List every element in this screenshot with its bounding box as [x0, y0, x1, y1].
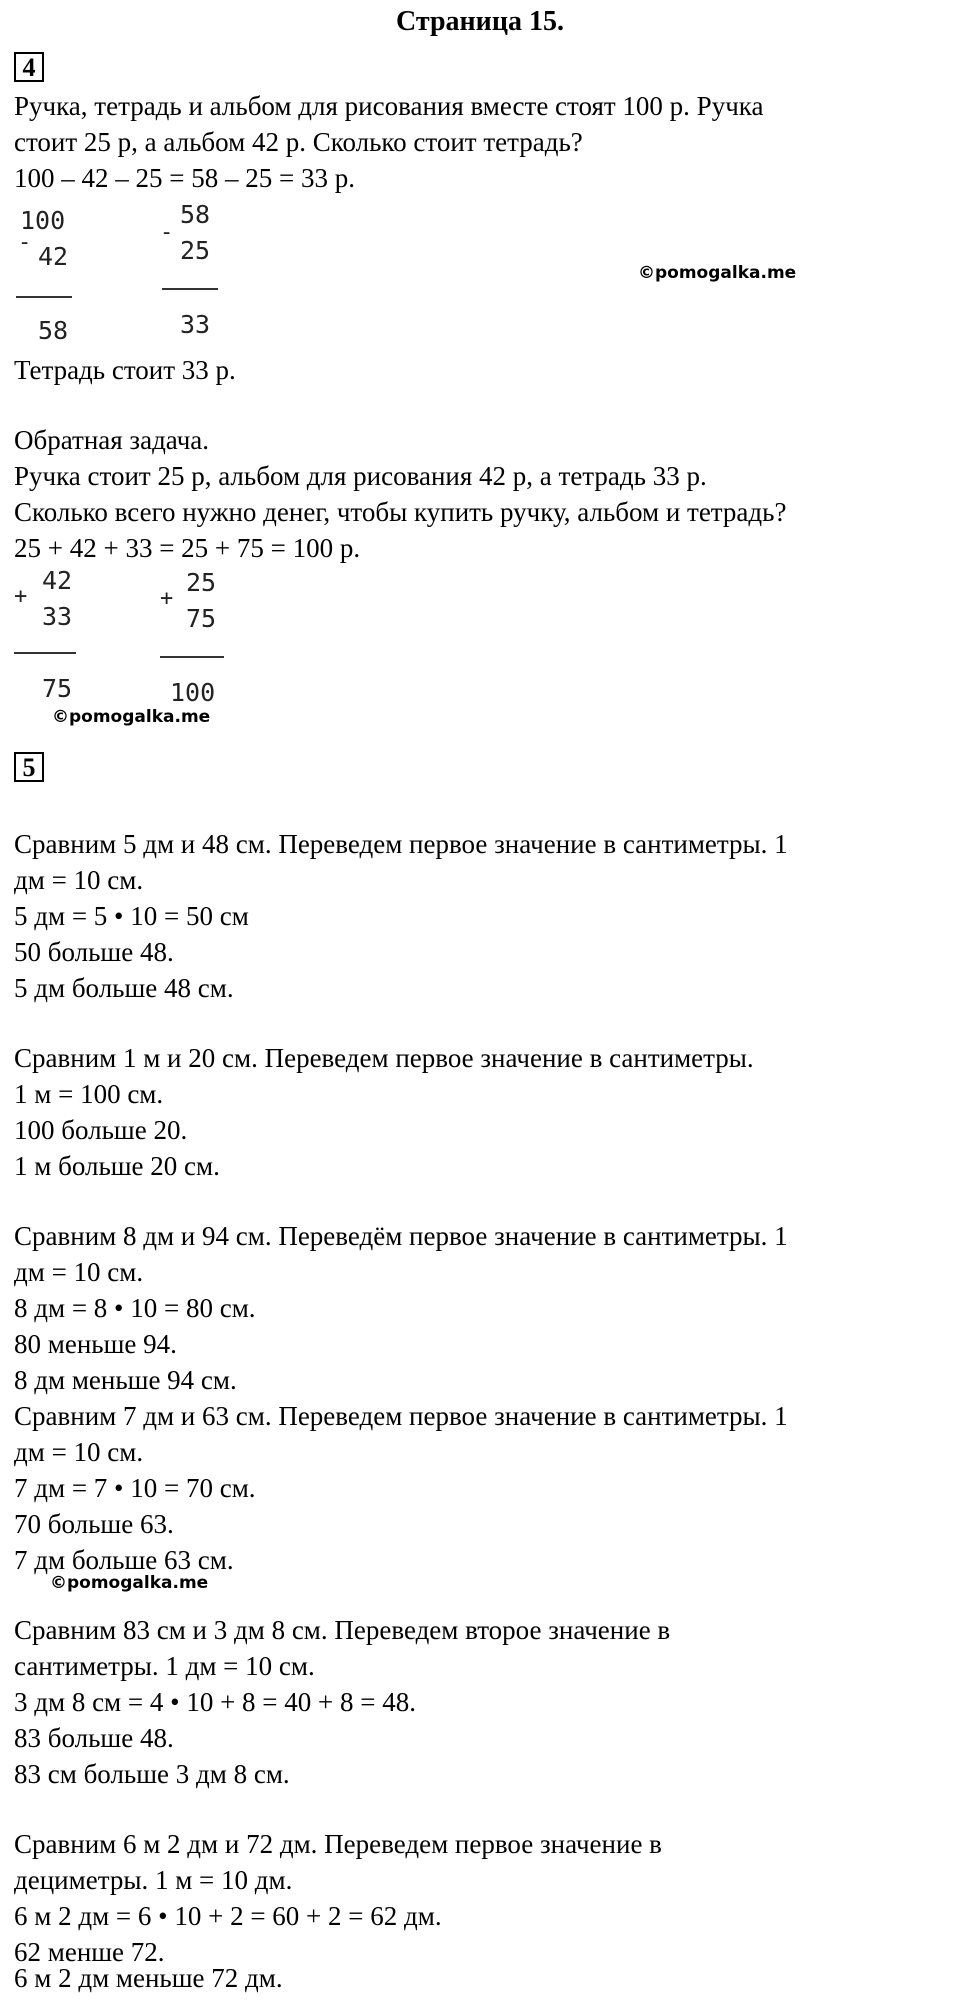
inverse-problem-title: Обратная задача. [14, 425, 210, 455]
task-5-line: 100 больше 20. [14, 1115, 188, 1145]
task-5-line: 1 м = 100 см. [14, 1079, 164, 1109]
column-1-operator: - [18, 230, 32, 255]
column-3-bottom: 33 [42, 602, 73, 631]
task-4-problem-line-1: Ручка, тетрадь и альбом для рисования вместе стоят 100 р. Ручка [14, 91, 764, 121]
task-5-line: Сравним 1 м и 20 см. Переведем первое значение в сантиметры. [14, 1043, 754, 1073]
column-1-top: 100 [20, 206, 66, 235]
task-5-number: 5 [14, 752, 44, 782]
watermark-3: ©pomogalka.me [50, 1573, 209, 1593]
column-1-result: 58 [38, 316, 69, 345]
column-2-result: 33 [180, 310, 211, 339]
task-5-line: 62 менше 72. [14, 1937, 165, 1967]
task-5-line: 8 дм = 8 • 10 = 80 см. [14, 1293, 256, 1323]
task-5-line: Сравним 5 дм и 48 см. Переведем первое значение в сантиметры. 1 [14, 829, 788, 859]
task-5-line: 70 больше 63. [14, 1509, 174, 1539]
column-4-top: 25 [186, 568, 217, 597]
column-4-operator: + [160, 586, 174, 611]
task-5-line: Сравним 8 дм и 94 см. Переведём первое значение в сантиметры. 1 [14, 1221, 788, 1251]
column-2-operator: - [160, 220, 174, 245]
watermark-2: ©pomogalka.me [52, 707, 211, 727]
column-2-bottom: 25 [180, 236, 211, 265]
task-5-line: 7 дм = 7 • 10 = 70 см. [14, 1473, 256, 1503]
inverse-expression: 25 + 42 + 33 = 25 + 75 = 100 р. [14, 533, 361, 563]
task-5-line: дм = 10 см. [14, 1437, 144, 1467]
watermark-1: ©pomogalka.me [638, 263, 797, 283]
task-5-line: 50 больше 48. [14, 937, 174, 967]
column-4-line [160, 656, 224, 658]
task-4-problem-line-2: стоит 25 р, а альбом 42 р. Сколько стоит тетрадь? [14, 127, 583, 157]
task-5-line: 3 дм 8 см = 4 • 10 + 8 = 40 + 8 = 48. [14, 1687, 416, 1717]
task-5-line: Сравним 7 дм и 63 см. Переведем первое значение в сантиметры. 1 [14, 1401, 788, 1431]
task-5-line: 6 м 2 дм = 6 • 10 + 2 = 60 + 2 = 62 дм. [14, 1901, 442, 1931]
page-title: Страница 15. [396, 6, 564, 37]
column-2-line [162, 288, 218, 290]
task-5-line: дециметры. 1 м = 10 дм. [14, 1865, 293, 1895]
task-5-line: 8 дм меньше 94 см. [14, 1365, 237, 1395]
column-1-line [16, 296, 72, 298]
column-3-top: 42 [42, 566, 73, 595]
task-5-line: дм = 10 см. [14, 865, 144, 895]
inverse-problem-line-2: Сколько всего нужно денег, чтобы купить ручку, альбом и тетрадь? [14, 497, 787, 527]
task-4-expression: 100 – 42 – 25 = 58 – 25 = 33 р. [14, 163, 355, 193]
column-1-bottom: 42 [38, 242, 69, 271]
column-4-result: 100 [170, 678, 216, 707]
column-3-operator: + [14, 584, 28, 609]
task-5-line: 1 м больше 20 см. [14, 1151, 220, 1181]
task-5-line: Сравним 6 м 2 дм и 72 дм. Переведем первое значение в [14, 1829, 662, 1859]
column-3-line [14, 652, 76, 654]
column-2-top: 58 [180, 200, 211, 229]
task-5-line: дм = 10 см. [14, 1257, 144, 1287]
column-4-bottom: 75 [186, 604, 217, 633]
task-5-line: сантиметры. 1 дм = 10 см. [14, 1651, 315, 1681]
column-3-result: 75 [42, 674, 73, 703]
task-4-answer: Тетрадь стоит 33 р. [14, 355, 236, 385]
task-5-line: 5 дм больше 48 см. [14, 973, 234, 1003]
task-4-number: 4 [14, 52, 44, 82]
inverse-problem-line-1: Ручка стоит 25 р, альбом для рисования 42 р, а тетрадь 33 р. [14, 461, 707, 491]
task-5-line: 5 дм = 5 • 10 = 50 см [14, 901, 249, 931]
task-5-line: 83 см больше 3 дм 8 см. [14, 1759, 290, 1789]
task-5-line: 83 больше 48. [14, 1723, 174, 1753]
task-5-line: 7 дм больше 63 см. [14, 1545, 234, 1575]
task-5-line: 80 меньше 94. [14, 1329, 177, 1359]
task-5-line: Сравним 83 см и 3 дм 8 см. Переведем второе значение в [14, 1615, 671, 1645]
task-5-line: 6 м 2 дм меньше 72 дм. [14, 1963, 283, 1993]
